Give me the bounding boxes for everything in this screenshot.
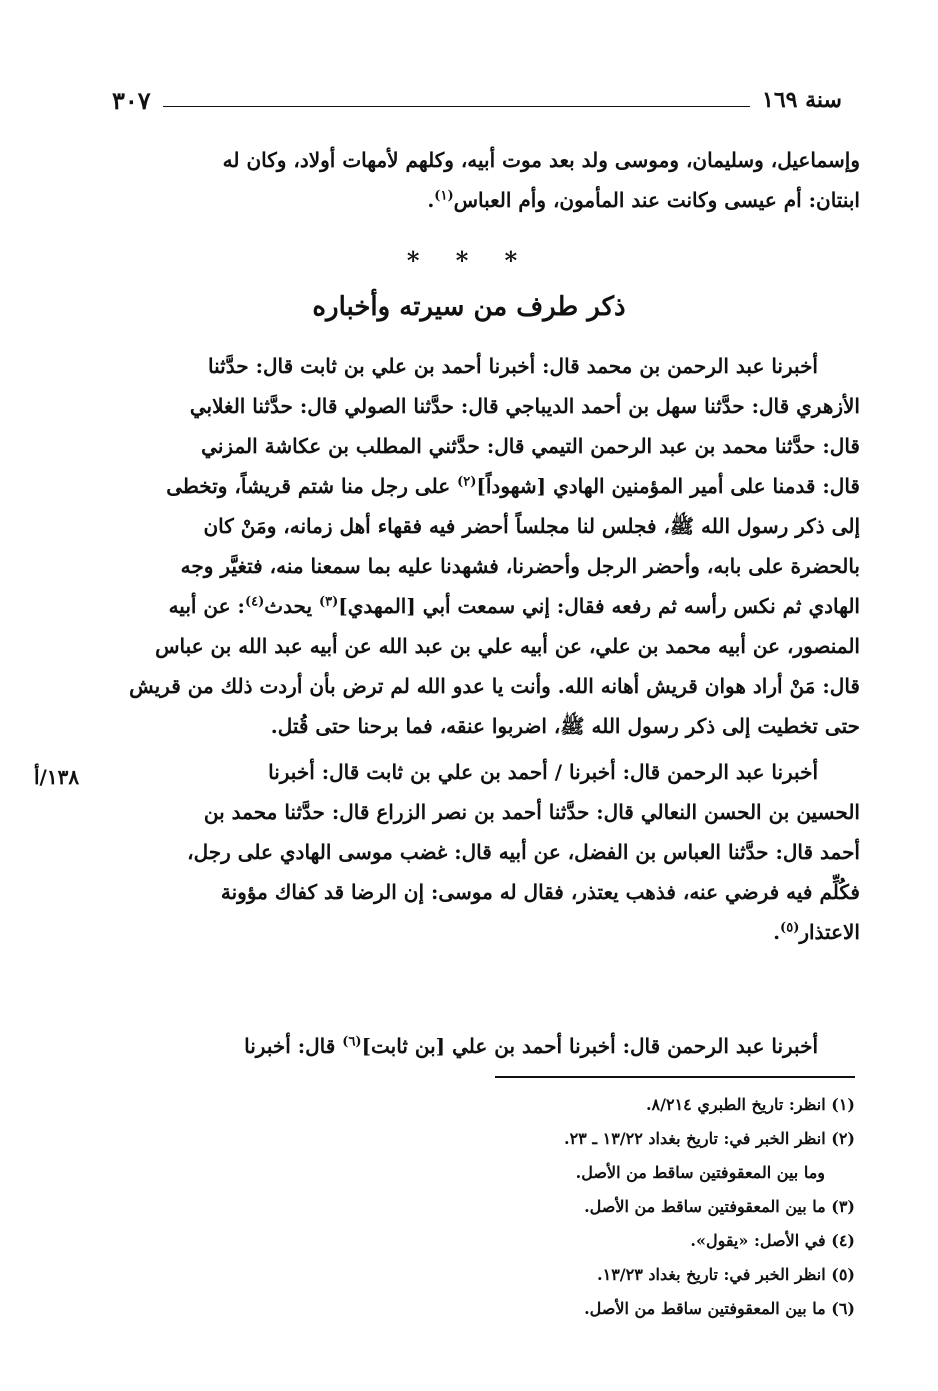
text-span: أخبرنا عبد الرحمن قال: أخبرنا أحمد بن علي [بن ثابت] [361,1034,818,1058]
footnote-ref: (٥) [780,920,800,936]
footnote: (٢) انظر الخبر في: تاريخ بغداد ١٣/٢٢ ـ ٢٣. [564,1129,855,1148]
footnote-ref: (٢) [457,474,477,490]
text-line: وإسماعيل، وسليمان، وموسى ولد بعد موت أبيه، وكلهم لأمهات أولاد، وكان له [222,148,860,172]
text-line [112,466,860,506]
footnote-ref: (٣) [319,594,339,610]
text-line: الأزهري قال: حدَّثنا سهل بن أحمد الديباجي قال: حدَّثنا الصولي قال: حدَّثنا الغلابي [189,394,860,418]
text-line: الحسين بن الحسن النعالي قال: حدَّثنا أحمد بن نصر الزراع قال: حدَّثنا محمد بن [203,800,860,824]
text-span: قال: قدمنا على أمير المؤمنين الهادي [شهوداً] [476,474,860,498]
text-span: . [773,920,781,944]
text-span: الاعتذار [799,920,860,944]
text-span: : عن أبيه [168,594,245,618]
text-line: أخبرنا عبد الرحمن بن محمد قال: أخبرنا أحمد بن علي بن ثابت قال: حدَّثنا [208,354,818,378]
section-divider: * * * [406,246,532,275]
text-line: قال: مَنْ أراد هوان قريش أهانه الله. وأنت يا عدو الله لم ترض بأن أردت ذلك من قريش [129,674,860,698]
footnote-continuation: وما بين المعقوفتين ساقط من الأصل. [575,1163,825,1182]
footnote: (٥) انظر الخبر في: تاريخ بغداد ١٣/٢٣. [597,1265,855,1284]
footnote-ref: (٤) [244,594,265,610]
footnote: (٣) ما بين المعقوفتين ساقط من الأصل. [584,1197,855,1216]
text-span: قال: أخبرنا [244,1034,343,1058]
footnote: (١) انظر: تاريخ الطبري ٨/٢١٤. [645,1095,855,1114]
paragraph-3 [112,1026,860,1066]
text-line [112,586,860,626]
running-header [112,82,842,118]
text-line: إلى ذكر رسول الله ﷺ، فجلس لنا مجلساً أحضر فيه فقهاء أهل زمانه، ومَنْ كان [203,514,860,538]
header-year: سنة ١٦٩ [762,87,842,113]
text-span: يحدث [264,594,319,618]
text-line: أخبرنا عبد الرحمن قال: أخبرنا / أحمد بن علي بن ثابت قال: أخبرنا [268,760,818,784]
page-number: ٣٠٧ [112,85,151,115]
text-line: فكُلِّم فيه فرضي عنه، فذهب يعتذر، فقال له موسى: إن الرضا قد كفاك مؤونة [220,880,860,904]
text-line [112,180,860,220]
manuscript-folio-note: ١٣٨/أ [34,765,80,789]
header-rule [163,106,750,107]
footnote-ref: (٦) [342,1034,362,1050]
text-line [112,912,860,952]
text-line [112,1026,860,1066]
paragraph-1 [112,346,860,746]
footnote-ref: (١) [434,188,454,204]
text-span: الهادي ثم نكس رأسه ثم رفعه فقال: إني سمعت أبي [المهدي] [338,594,860,618]
footnote-separator [495,1076,855,1078]
text-line: المنصور، عن أبيه محمد بن علي، عن أبيه علي بن عبد الله عن أبيه عبد الله بن عباس [155,634,860,658]
intro-paragraph [112,140,860,220]
paragraph-2 [112,752,860,952]
footnotes [300,1088,855,1326]
text-line: قال: حدَّثنا محمد بن عبد الرحمن التيمي قال: حدَّثني المطلب بن عكاشة المزني [201,434,860,458]
footnote: (٦) ما بين المعقوفتين ساقط من الأصل. [584,1299,855,1318]
text-line: حتى تخطيت إلى ذكر رسول الله ﷺ، اضربوا عنقه، فما برحنا حتى قُتل. [270,714,860,738]
text-span: ابنتان: أم عيسى وكانت عند المأمون، وأم العباس [453,188,860,212]
text-span: . [427,188,435,212]
text-span: على رجل منا شتم قريشاً، وتخطى [166,474,458,498]
text-line: أحمد قال: حدَّثنا العباس بن الفضل، عن أبيه قال: غضب موسى الهادي على رجل، [187,840,860,864]
footnote: (٤) في الأصل: «يقول». [690,1231,855,1250]
section-title: ذكر طرف من سيرته وأخباره [312,292,626,322]
text-line: بالحضرة على بابه، وأحضر الرجل وأحضرنا، فشهدنا عليه بما سمعنا منه، فتغيَّر وجه [180,554,860,578]
